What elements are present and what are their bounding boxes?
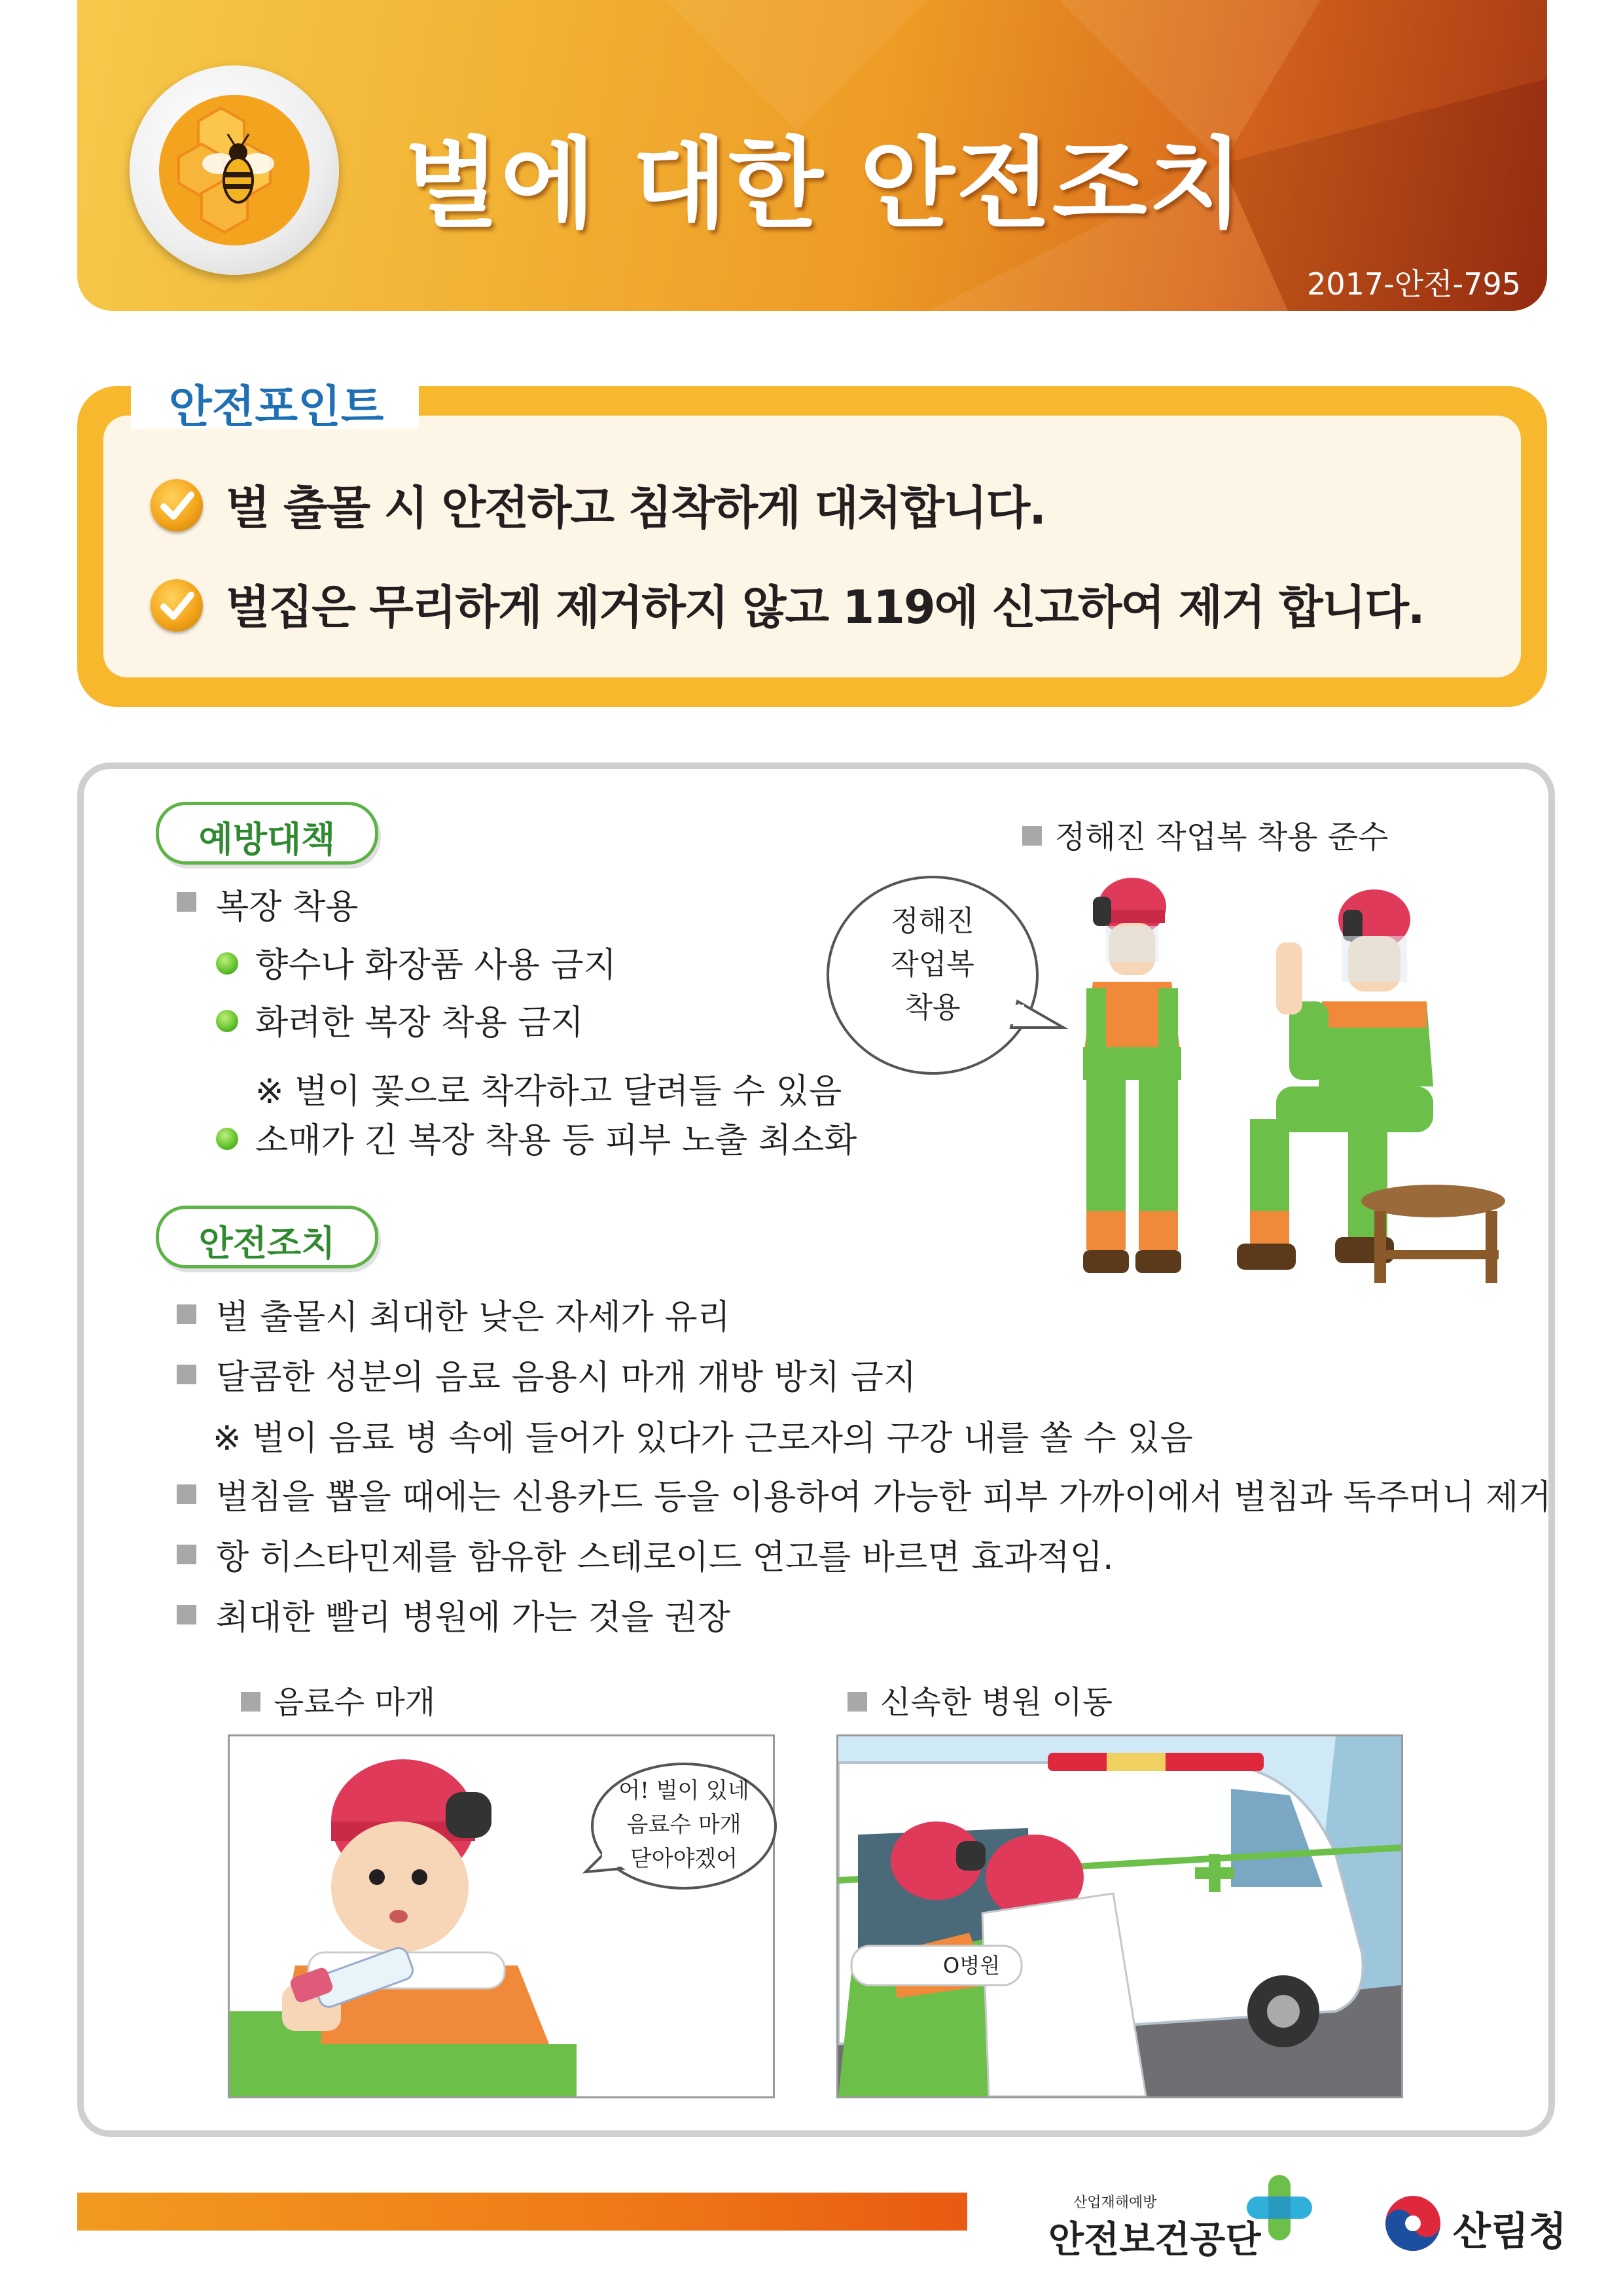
bee-honeycomb-icon xyxy=(159,95,310,245)
prevention-heading: 복장 착용 xyxy=(216,888,359,927)
bullet-square-icon xyxy=(847,1692,867,1712)
action-item: 항 히스타민제를 함유한 스테로이드 연고를 바르면 효과적임. xyxy=(216,1538,1114,1577)
check-icon xyxy=(151,579,203,632)
prevention-item: 화려한 복장 착용 금지 xyxy=(255,1003,584,1043)
prevention-note: ※ 벌이 꽃으로 착각하고 달려들 수 있음 xyxy=(255,1072,842,1111)
check-icon xyxy=(151,479,203,531)
speech-line: 작업복 xyxy=(891,948,974,981)
speech-line: 착용 xyxy=(904,991,961,1024)
header-banner xyxy=(77,0,1547,311)
bullet-square-icon xyxy=(177,1605,196,1624)
kosha-name: 안전보건공단 xyxy=(1048,2219,1261,2261)
actions-title: 안전조치 xyxy=(198,1223,336,1264)
action-item: 벌 출몰시 최대한 낮은 자세가 유리 xyxy=(216,1298,730,1337)
bullet-square-icon xyxy=(177,1365,196,1384)
prevention-label xyxy=(156,802,378,865)
bullet-square-icon xyxy=(177,892,196,912)
bullet-dot-icon xyxy=(216,1128,238,1150)
bullet-square-icon xyxy=(241,1692,260,1712)
speech-bubble-text xyxy=(847,900,1018,1030)
panel-left-caption: 음료수 마개 xyxy=(274,1684,436,1721)
action-item: 달콤한 성분의 음료 음용시 마개 개방 방치 금지 xyxy=(216,1358,917,1397)
speech-line: 닫아야겠어 xyxy=(630,1846,738,1872)
kosha-cross-icon xyxy=(1243,2172,1315,2244)
document-code: 2017-안전-795 xyxy=(1307,266,1521,302)
bullet-dot-icon xyxy=(216,952,238,975)
bullet-square-icon xyxy=(177,1484,196,1504)
prevention-item: 향수나 화장품 사용 금지 xyxy=(255,946,616,985)
forest-service-name: 산림청 xyxy=(1453,2209,1567,2255)
prevention-item: 소매가 긴 복장 착용 등 피부 노출 최소화 xyxy=(255,1121,857,1160)
page-title: 벌에 대한 안전조치 xyxy=(404,128,1245,242)
government-emblem-icon xyxy=(1382,2193,1444,2254)
workers-illustration xyxy=(1060,870,1518,1368)
speech-line: 정해진 xyxy=(891,905,974,938)
footer-bar xyxy=(77,2193,967,2231)
bullet-square-icon xyxy=(177,1304,196,1324)
safety-point-2: 벌집은 무리하게 제거하지 않고 119에 신고하여 제거 합니다. xyxy=(226,581,1424,634)
illustration-caption: 정해진 작업복 착용 준수 xyxy=(1055,819,1389,855)
speech-line: 음료수 마개 xyxy=(626,1812,741,1838)
safety-points-inner xyxy=(103,416,1521,677)
bullet-square-icon xyxy=(1022,826,1042,846)
speech-bubble-text xyxy=(586,1774,782,1876)
bullet-dot-icon xyxy=(216,1010,238,1032)
safety-points-title: 안전포인트 xyxy=(169,382,384,433)
actions-label xyxy=(156,1206,378,1268)
hospital-sign: O병원 xyxy=(943,1953,1001,1978)
bullet-square-icon xyxy=(177,1545,196,1564)
panel-hospital xyxy=(836,1734,1403,2098)
prevention-title: 예방대책 xyxy=(198,819,336,860)
speech-line: 어! 벌이 있네 xyxy=(618,1778,749,1804)
action-item: 벌침을 뽑을 때에는 신용카드 등을 이용하여 가능한 피부 가까이에서 벌침과 독주머니 제거 xyxy=(216,1478,1552,1517)
ambulance-illustration xyxy=(838,1736,1401,2096)
action-item: 최대한 빨리 병원에 가는 것을 권장 xyxy=(216,1598,730,1638)
panel-right-caption: 신속한 병원 이동 xyxy=(880,1684,1113,1721)
safety-point-1: 벌 출몰 시 안전하고 침착하게 대처합니다. xyxy=(226,481,1045,535)
kosha-subtitle: 산업재해예방 xyxy=(1073,2195,1157,2211)
action-note: ※ 벌이 음료 병 속에 들어가 있다가 근로자의 구강 내를 쏠 수 있음 xyxy=(213,1419,1193,1458)
